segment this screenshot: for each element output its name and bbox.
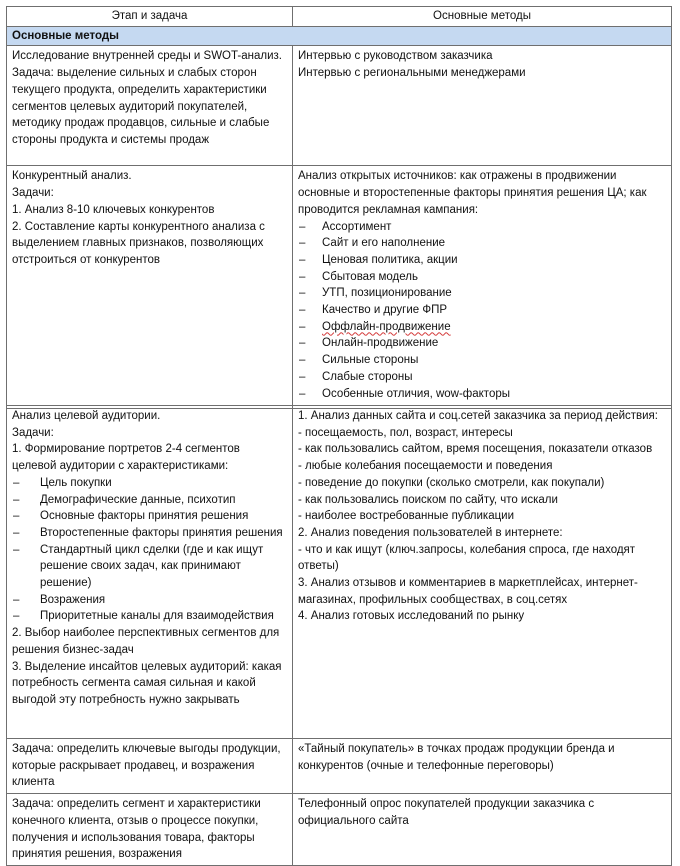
dash-marker: – [299, 253, 306, 266]
row3-right-line: 2. Анализ поведения пользователей в интернете: [298, 526, 563, 539]
row3-right-line: 3. Анализ отзывов и комментариев в маркетплейсах, интернет-магазинах, профильных сообществах, в соц.сетях [298, 577, 638, 606]
dash-marker: – [13, 510, 20, 523]
row4-right: «Тайный покупатель» в точках продаж продукции бренда и конкурентов (очные и телефонные переговоры) [293, 739, 672, 794]
bullet-item: – Основные факторы принятия решения [12, 508, 287, 525]
dash-marker: – [299, 287, 306, 300]
dash-marker: – [299, 270, 306, 283]
table-row [7, 406, 672, 739]
section-row [7, 26, 672, 46]
bullet-item: – Сайт и его наполнение [298, 235, 666, 252]
dash-marker: – [13, 526, 20, 539]
row3-right-line: - поведение до покупки (сколько смотрели, как покупали) [298, 476, 605, 489]
table-row [7, 166, 672, 409]
row3-left-line: 3. Выделение инсайтов целевых аудиторий: какая потребность сегмента самая сильная и какой выгодой эту потребность нужно закрывать [12, 660, 282, 706]
bullet-item: – Сбытовая модель [298, 269, 666, 286]
dash-marker: – [299, 304, 306, 317]
bullet-item: – Слабые стороны [298, 369, 666, 386]
bullet-item: – Особенные отличия, wow-факторы [298, 386, 666, 403]
row2-left [7, 166, 293, 409]
header-main-methods: Основные методы [293, 7, 672, 27]
row3-left-line: Анализ целевой аудитории. [12, 410, 161, 422]
row1-right [293, 46, 672, 166]
dash-marker: – [299, 320, 306, 333]
dash-marker: – [299, 237, 306, 250]
row2-right-intro: Анализ открытых источников: как отражены в продвижении основные и второстепенные факторы принятия решения ЦА; как проводится рекламная кампания: [298, 170, 647, 216]
row3-right [293, 406, 672, 739]
dash-marker: – [13, 493, 20, 506]
row3-left-line: Задачи: [12, 426, 54, 439]
bullet-item: – Онлайн-продвижение [298, 335, 666, 352]
row3-left [7, 406, 293, 739]
methods-table-bottom [6, 405, 672, 866]
row5-right: Телефонный опрос покупателей продукции заказчика с официального сайта [293, 794, 672, 866]
table-row [7, 46, 672, 166]
dash-marker: – [13, 476, 20, 489]
bullet-item: – Стандартный цикл сделки (где и как ищут решение своих задач, как принимают решение) [12, 542, 287, 592]
dash-marker: – [13, 610, 20, 623]
table-row [7, 794, 672, 866]
row2-right [293, 166, 672, 409]
row3-right-line: 1. Анализ данных сайта и соц.сетей заказчика за период действия: [298, 410, 658, 422]
header-stage-task: Этап и задача [7, 7, 293, 27]
dash-marker: – [299, 370, 306, 383]
row3-right-line: - любые колебания посещаемости и поведения [298, 460, 553, 473]
row1-right-line: Интервью с руководством заказчика [298, 50, 493, 63]
bullet-item: – Ассортимент [298, 219, 666, 236]
bullet-item: – УТП, позиционирование [298, 285, 666, 302]
row3-right-line: - посещаемость, пол, возраст, интересы [298, 426, 513, 439]
bullet-item: – Оффлайн-продвижение [298, 319, 666, 336]
row2-left-line: Конкурентный анализ. [12, 170, 132, 183]
row3-right-line: - наиболее востребованные публикации [298, 510, 515, 523]
row1-left-text: Исследование внутренней среды и SWOT-анализ. Задача: выделение сильных и слабых сторон текущего продукта, определить характеристики сегментов целевых аудиторий покупателей, методику продаж продавцов, сильные и слабые стороны продукта и системы продаж [12, 50, 282, 146]
row1-right-line: Интервью с региональными менеджерами [298, 67, 526, 80]
dash-marker: – [13, 593, 20, 606]
bullet-item: – Сильные стороны [298, 352, 666, 369]
row3-right-line: - как пользовались сайтом, время посещения, показатели отказов [298, 443, 653, 456]
section-title: Основные методы [7, 26, 672, 46]
bullet-item: – Цель покупки [12, 475, 287, 492]
row3-right-line: - что и как ищут (ключ.запросы, колебания спроса, где находят ответы) [298, 543, 636, 573]
row5-left: Задача: определить сегмент и характеристики конечного клиента, отзыв о процессе покупки, получения и использования товара, факторы принятия решения, возражения [7, 794, 293, 866]
row4-left: Задача: определить ключевые выгоды продукции, которые раскрывает продавец, и возражения клиента [7, 739, 293, 794]
dash-marker: – [13, 543, 20, 556]
table-row [7, 739, 672, 794]
dash-marker: – [299, 337, 306, 350]
row2-left-line: 1. Анализ 8-10 ключевых конкурентов [12, 203, 215, 216]
bullet-item: – Качество и другие ФПР [298, 302, 666, 319]
bullet-item: – Возражения [12, 592, 287, 609]
table-header-row [7, 7, 672, 27]
row1-left [7, 46, 293, 166]
row3-left-line: 1. Формирование портретов 2-4 сегментов целевой аудитории с характеристиками: [12, 443, 240, 473]
bullet-item: – Приоритетные каналы для взаимодействия [12, 608, 287, 625]
bullet-item: – Ценовая политика, акции [298, 252, 666, 269]
dash-marker: – [299, 354, 306, 367]
dash-marker: – [299, 220, 306, 233]
methods-table-top [6, 6, 672, 409]
row3-right-line: 4. Анализ готовых исследований по рынку [298, 610, 525, 623]
row2-left-line: 2. Составление карты конкурентного анализа с выделением главных признаков, позволяющих отстроиться от конкурентов [12, 220, 265, 266]
bullet-item: – Демографические данные, психотип [12, 492, 287, 509]
dash-marker: – [299, 387, 306, 400]
row3-left-line: 2. Выбор наиболее перспективных сегментов для решения бизнес-задач [12, 627, 280, 656]
row3-right-line: - как пользовались поиском по сайту, что искали [298, 493, 558, 506]
bullet-item: – Второстепенные факторы принятия решения [12, 525, 287, 542]
row2-left-line: Задачи: [12, 187, 54, 200]
